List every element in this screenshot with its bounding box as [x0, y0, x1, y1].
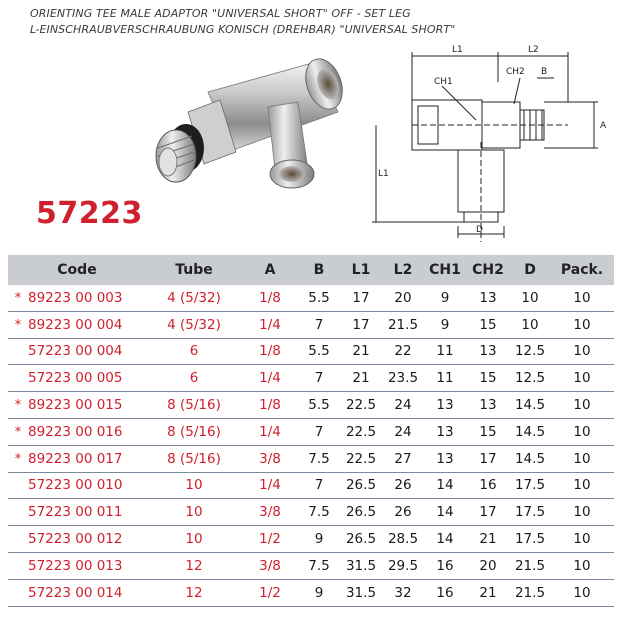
cell-pack: 10 — [550, 392, 614, 419]
dim-label-l2-top: L2 — [528, 45, 539, 55]
cell-pack: 10 — [550, 445, 614, 472]
cell-ch1: 11 — [424, 365, 466, 392]
cell-l2: 23.5 — [382, 365, 424, 392]
cell-a: 1/2 — [242, 526, 298, 553]
specification-table — [8, 255, 614, 607]
product-code: 57223 — [36, 196, 143, 231]
cell-ch1: 14 — [424, 526, 466, 553]
dim-label-b: B — [541, 67, 548, 77]
cell-ch2: 21 — [466, 579, 510, 606]
cell-b: 7 — [298, 365, 340, 392]
cell-ch2: 16 — [466, 472, 510, 499]
cell-b: 7 — [298, 418, 340, 445]
cell-ch1: 13 — [424, 418, 466, 445]
column-header: D — [524, 262, 536, 278]
table-row — [8, 579, 614, 606]
table-row — [8, 526, 614, 553]
table-row — [8, 392, 614, 419]
cell-code — [8, 552, 146, 579]
cell-code — [8, 445, 146, 472]
cell-b: 7 — [298, 472, 340, 499]
dim-label-l1-top: L1 — [452, 45, 463, 55]
cell-l2: 22 — [382, 338, 424, 365]
dim-label-d: D — [476, 225, 483, 235]
cell-d: 14.5 — [510, 392, 550, 419]
cell-tube: 10 — [146, 472, 242, 499]
cell-tube: 12 — [146, 552, 242, 579]
cell-tube: 8 (5/16) — [146, 418, 242, 445]
cell-code — [8, 285, 146, 311]
cell-code — [8, 338, 146, 365]
cell-b: 5.5 — [298, 338, 340, 365]
cell-l1: 21 — [340, 365, 382, 392]
article-code: 89223 00 017 — [28, 450, 123, 467]
cell-pack: 10 — [550, 285, 614, 311]
cell-a: 1/8 — [242, 392, 298, 419]
cell-b: 9 — [298, 579, 340, 606]
cell-pack: 10 — [550, 499, 614, 526]
column-header: L1 — [351, 262, 371, 278]
cell-b: 7.5 — [298, 499, 340, 526]
cell-ch2: 13 — [466, 285, 510, 311]
cell-l1: 26.5 — [340, 526, 382, 553]
cell-d: 14.5 — [510, 445, 550, 472]
cell-a: 3/8 — [242, 499, 298, 526]
cell-code — [8, 579, 146, 606]
cell-b: 7.5 — [298, 445, 340, 472]
asterisk-marker: * — [14, 290, 22, 306]
cell-code — [8, 365, 146, 392]
cell-ch1: 14 — [424, 499, 466, 526]
cell-b: 5.5 — [298, 392, 340, 419]
article-code: 57223 00 011 — [28, 504, 123, 521]
cell-b: 9 — [298, 526, 340, 553]
dim-label-l1-side: L1 — [378, 169, 389, 179]
cell-l2: 24 — [382, 392, 424, 419]
cell-pack: 10 — [550, 338, 614, 365]
table-row — [8, 472, 614, 499]
cell-ch2: 15 — [466, 418, 510, 445]
article-code: 57223 00 010 — [28, 477, 123, 494]
cell-tube: 8 (5/16) — [146, 392, 242, 419]
cell-ch1: 11 — [424, 338, 466, 365]
cell-l1: 31.5 — [340, 579, 382, 606]
article-code: 57223 00 014 — [28, 584, 123, 601]
column-header: A — [264, 262, 276, 278]
cell-tube: 4 (5/32) — [146, 285, 242, 311]
article-code: 89223 00 003 — [28, 289, 123, 306]
table-row — [8, 552, 614, 579]
cell-ch2: 17 — [466, 499, 510, 526]
table-header-row — [8, 255, 614, 285]
article-code: 57223 00 013 — [28, 557, 123, 574]
cell-a: 1/4 — [242, 418, 298, 445]
cell-d: 12.5 — [510, 338, 550, 365]
cell-d: 10 — [510, 285, 550, 311]
cell-ch1: 13 — [424, 392, 466, 419]
cell-d: 17.5 — [510, 526, 550, 553]
cell-tube: 6 — [146, 338, 242, 365]
cell-a: 1/8 — [242, 285, 298, 311]
asterisk-marker: * — [14, 424, 22, 440]
article-code: 57223 00 004 — [28, 343, 123, 360]
cell-ch1: 16 — [424, 552, 466, 579]
cell-l2: 29.5 — [382, 552, 424, 579]
product-photo — [148, 52, 346, 200]
cell-d: 21.5 — [510, 579, 550, 606]
cell-pack: 10 — [550, 552, 614, 579]
asterisk-marker: * — [14, 317, 22, 333]
cell-d: 21.5 — [510, 552, 550, 579]
cell-code — [8, 472, 146, 499]
cell-l2: 26 — [382, 499, 424, 526]
cell-ch2: 20 — [466, 552, 510, 579]
cell-ch1: 16 — [424, 579, 466, 606]
cell-d: 14.5 — [510, 418, 550, 445]
cell-code — [8, 392, 146, 419]
cell-a: 1/8 — [242, 338, 298, 365]
asterisk-marker: * — [14, 451, 22, 467]
cell-d: 12.5 — [510, 365, 550, 392]
column-header: B — [313, 262, 325, 278]
table-row — [8, 311, 614, 338]
cell-d: 17.5 — [510, 472, 550, 499]
cell-l2: 20 — [382, 285, 424, 311]
dim-label-ch1: CH1 — [434, 77, 453, 87]
cell-ch2: 21 — [466, 526, 510, 553]
cell-tube: 6 — [146, 365, 242, 392]
table-row — [8, 445, 614, 472]
cell-d: 10 — [510, 311, 550, 338]
cell-code — [8, 499, 146, 526]
title-line-2: L-EINSCHRAUBVERSCHRAUBUNG KONISCH (DREHBAR) "UNIVERSAL SHORT" — [30, 23, 456, 36]
cell-ch2: 13 — [466, 338, 510, 365]
cell-pack: 10 — [550, 526, 614, 553]
cell-l1: 26.5 — [340, 499, 382, 526]
table-body — [8, 285, 614, 606]
article-code: 89223 00 015 — [28, 397, 123, 414]
cell-pack: 10 — [550, 579, 614, 606]
cell-tube: 8 (5/16) — [146, 445, 242, 472]
cell-code — [8, 418, 146, 445]
column-header: L2 — [393, 262, 413, 278]
cell-l1: 21 — [340, 338, 382, 365]
cell-tube: 10 — [146, 499, 242, 526]
cell-ch2: 15 — [466, 365, 510, 392]
cell-ch2: 17 — [466, 445, 510, 472]
article-code: 57223 00 012 — [28, 531, 123, 548]
cell-d: 17.5 — [510, 499, 550, 526]
table-row — [8, 338, 614, 365]
asterisk-marker: * — [14, 398, 22, 414]
dim-label-a: A — [600, 121, 607, 131]
cell-pack: 10 — [550, 365, 614, 392]
article-code: 89223 00 016 — [28, 423, 123, 440]
table-row — [8, 365, 614, 392]
cell-ch1: 9 — [424, 285, 466, 311]
article-code: 57223 00 005 — [28, 370, 123, 387]
column-header: CH2 — [472, 262, 504, 278]
dim-label-ch2: CH2 — [506, 67, 525, 77]
cell-l1: 17 — [340, 311, 382, 338]
cell-l1: 22.5 — [340, 392, 382, 419]
cell-b: 7 — [298, 311, 340, 338]
title-line-1: ORIENTING TEE MALE ADAPTOR "UNIVERSAL SHORT" OFF - SET LEG — [30, 7, 411, 20]
cell-a: 1/4 — [242, 365, 298, 392]
cell-tube: 4 (5/32) — [146, 311, 242, 338]
cell-l2: 27 — [382, 445, 424, 472]
cell-ch1: 9 — [424, 311, 466, 338]
cell-l1: 22.5 — [340, 445, 382, 472]
cell-a: 3/8 — [242, 445, 298, 472]
cell-a: 3/8 — [242, 552, 298, 579]
cell-l1: 17 — [340, 285, 382, 311]
column-header: Code — [57, 262, 97, 278]
cell-l2: 24 — [382, 418, 424, 445]
cell-l1: 22.5 — [340, 418, 382, 445]
table-row — [8, 418, 614, 445]
article-code: 89223 00 004 — [28, 316, 123, 333]
cell-l2: 28.5 — [382, 526, 424, 553]
column-header: CH1 — [429, 262, 461, 278]
technical-drawing — [372, 42, 617, 242]
cell-tube: 10 — [146, 526, 242, 553]
cell-a: 1/4 — [242, 472, 298, 499]
cell-l2: 32 — [382, 579, 424, 606]
cell-pack: 10 — [550, 311, 614, 338]
cell-ch2: 15 — [466, 311, 510, 338]
cell-l2: 21.5 — [382, 311, 424, 338]
cell-l1: 26.5 — [340, 472, 382, 499]
table-row — [8, 499, 614, 526]
column-header: Tube — [175, 262, 213, 278]
column-header: Pack. — [560, 262, 604, 278]
catalog-header — [30, 6, 455, 38]
cell-code — [8, 526, 146, 553]
cell-code — [8, 311, 146, 338]
cell-a: 1/2 — [242, 579, 298, 606]
cell-l2: 26 — [382, 472, 424, 499]
cell-a: 1/4 — [242, 311, 298, 338]
table-row — [8, 285, 614, 311]
cell-pack: 10 — [550, 418, 614, 445]
cell-ch2: 13 — [466, 392, 510, 419]
cell-pack: 10 — [550, 472, 614, 499]
cell-ch1: 14 — [424, 472, 466, 499]
cell-b: 5.5 — [298, 285, 340, 311]
cell-l1: 31.5 — [340, 552, 382, 579]
cell-ch1: 13 — [424, 445, 466, 472]
cell-b: 7.5 — [298, 552, 340, 579]
cell-tube: 12 — [146, 579, 242, 606]
